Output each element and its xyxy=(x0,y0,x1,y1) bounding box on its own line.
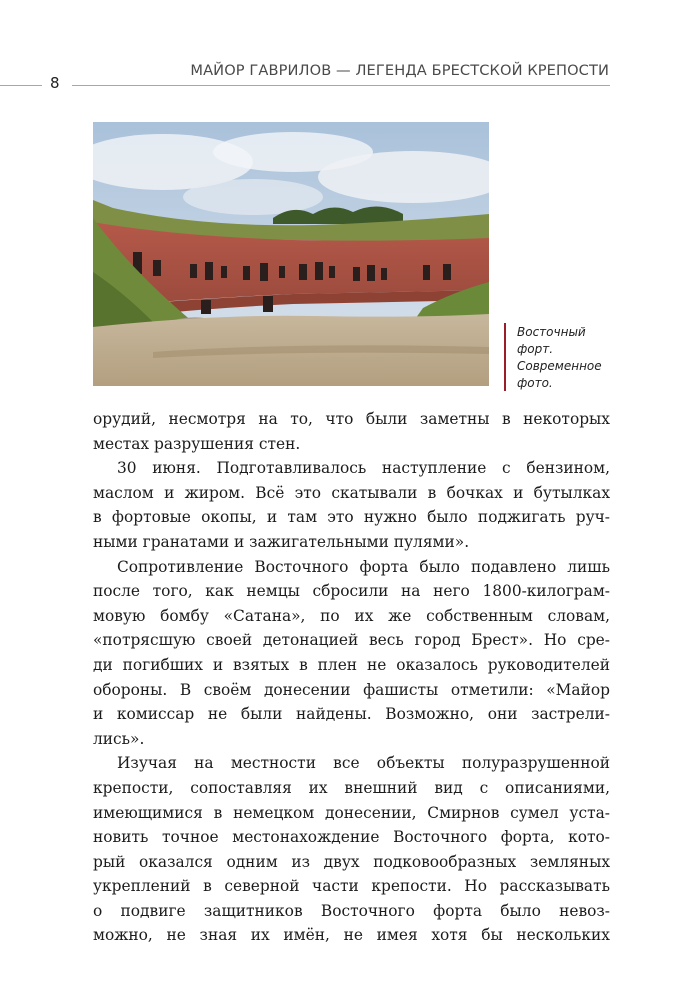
text-line: обороны. В своём донесении фашисты отметили: «Майор xyxy=(93,680,610,699)
text-line: в фортовые окопы, и там это нужно было поджигать руч- xyxy=(93,508,610,527)
text-line: укреплений в северной части крепости. Но рассказывать xyxy=(93,877,610,896)
text-line: Изучая на местности все объекты полуразрушенной xyxy=(117,754,610,773)
text-line: ди погибших и взятых в плен не оказалось руководителей xyxy=(93,655,610,674)
text-line: местах разрушения стен. xyxy=(93,434,301,453)
text-line: Сопротивление Восточного форта было подавлено лишь xyxy=(117,557,610,576)
caption-line: Восточный xyxy=(517,325,586,339)
caption-line: фото. xyxy=(517,376,553,390)
caption-line: форт. xyxy=(517,342,554,356)
text-line: маслом и жиром. Всё это скатывали в бочках и бутылках xyxy=(93,483,610,502)
text-line: орудий, несмотря на то, что были заметны в некоторых xyxy=(93,410,610,428)
text-line: о подвиге защитников Восточного форта было невоз- xyxy=(93,901,610,920)
running-header xyxy=(0,62,681,92)
running-title: МАЙОР ГАВРИЛОВ — ЛЕГЕНДА БРЕСТСКОЙ КРЕПОСТИ xyxy=(190,62,609,79)
text-line: можно, не зная их имён, не имея хотя бы нескольких xyxy=(93,926,610,945)
text-line: лись». xyxy=(93,729,145,748)
text-line: «потрясшую своей детонацией весь город Брест». Но сре- xyxy=(93,631,610,650)
text-line: имеющимися в немецком донесении, Смирнов сумел уста- xyxy=(93,803,610,822)
fort-photo xyxy=(93,122,489,386)
header-rule-left xyxy=(0,85,42,86)
body-text xyxy=(93,407,610,948)
text-line: рый оказался одним из двух подковообразных земляных xyxy=(93,852,610,871)
header-rule-right xyxy=(72,85,610,86)
text-line: мовую бомбу «Сатана», по их же собственным словам, xyxy=(93,606,610,625)
text-line: 30 июня. Подготавливалось наступление с бензином, xyxy=(117,459,610,478)
text-line: крепости, сопоставляя их внешний вид с описаниями, xyxy=(93,778,610,797)
caption-line: Современное xyxy=(517,359,602,373)
text-line: ными гранатами и зажигательными пулями». xyxy=(93,532,470,551)
caption-accent-rule xyxy=(504,323,506,391)
text-line: и комиссар не были найдены. Возможно, они застрели- xyxy=(93,705,610,724)
text-line: новить точное местонахождение Восточного форта, кото- xyxy=(93,828,610,847)
text-line: после того, как немцы сбросили на него 1800-килограм- xyxy=(93,582,610,601)
page-number: 8 xyxy=(50,74,60,92)
photo-caption xyxy=(517,324,627,392)
